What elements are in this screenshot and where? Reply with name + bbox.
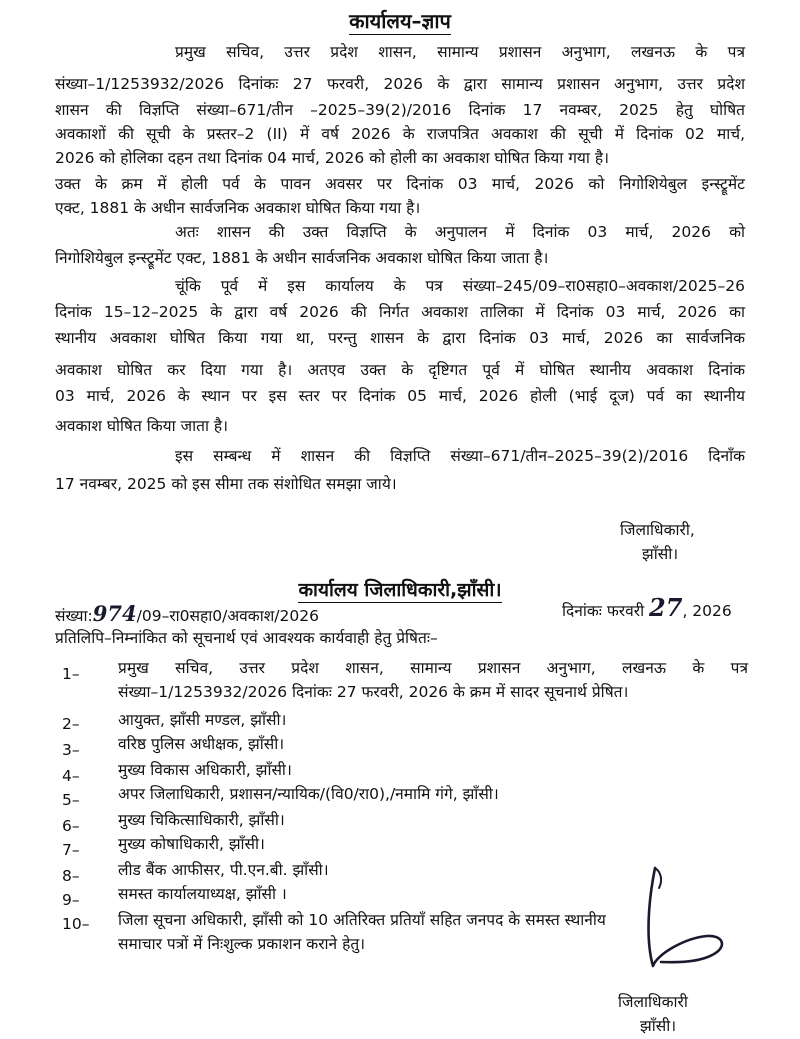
recipient-number: 7– <box>62 841 80 859</box>
memo-line-14: 03 मार्च, 2026 के स्थान पर इस स्तर पर दिनांक 05 मार्च, 2026 होली (भाई दूज) पर्व का स्थानीय <box>55 387 745 405</box>
recipient-6: मुख्य चिकित्साधिकारी, झाँसी। <box>118 811 285 829</box>
memo-line-16: इस सम्बन्ध में शासन की विज्ञप्ति संख्या–671/तीन–2025–39(2)/2016 दिनाँक <box>175 447 745 465</box>
reference-date: दिनांकः फरवरी 27, 2026 <box>562 593 732 622</box>
signature-mark <box>625 858 735 978</box>
endorsement-signatory-title: जिलाधिकारी <box>618 993 688 1011</box>
recipient-3: वरिष्ठ पुलिस अधीक्षक, झाँसी। <box>118 735 285 753</box>
endorsement-signatory-place: झाँसी। <box>640 1017 677 1035</box>
recipient-8: लीड बैंक आफीसर, पी.एन.बी. झाँसी। <box>118 861 329 879</box>
recipient-4: मुख्य विकास अधिकारी, झाँसी। <box>118 761 292 779</box>
memo-line-17: 17 नवम्बर, 2025 को इस सीमा तक संशोधित समझा जाये। <box>55 475 397 493</box>
recipient-1-line-2: संख्या–1/1253932/2026 दिनांकः 27 फरवरी, 2026 के क्रम में सादर सूचनार्थ प्रेषित। <box>118 683 629 701</box>
recipient-1-line-1: प्रमुख सचिव, उत्तर प्रदेश शासन, सामान्य प्रशासन अनुभाग, लखनऊ के पत्र <box>118 659 748 677</box>
recipient-number: 10– <box>62 915 90 933</box>
recipient-9: समस्त कार्यालयाध्यक्ष, झाँसी । <box>118 885 287 903</box>
memo-line-9: निगोशियेबुल इन्स्ट्रूमेंट एक्ट, 1881 के अधीन सार्वजनिक अवकाश घोषित किया जाता है। <box>55 249 549 267</box>
memo-line-11: दिनांक 15–12–2025 के द्वारा वर्ष 2026 की निर्गत अवकाश तालिका में दिनांक 03 मार्च, 2026 का <box>55 303 745 321</box>
memo-line-4: अवकाशों की सूची के प्रस्तर–2 (II) में वर्ष 2026 के राजपत्रित अवकाश की सूची में दिनांक 02 मार्च, <box>55 125 745 143</box>
memo-line-8: अतः शासन की उक्त विज्ञप्ति के अनुपालन में दिनांक 03 मार्च, 2026 को <box>175 223 745 241</box>
recipient-number: 3– <box>62 741 80 759</box>
memo-line-6: उक्त के क्रम में होली पर्व के पावन अवसर पर दिनांक 03 मार्च, 2026 को निगोशियेबुल इन्स्ट्रूमेंट <box>55 175 745 193</box>
recipient-10-line-1: जिला सूचना अधिकारी, झाँसी को 10 अतिरिक्त प्रतियाँ सहित जनपद के समस्त स्थानीय <box>118 911 606 929</box>
memo-line-7: एक्ट, 1881 के अधीन सार्वजनिक अवकाश घोषित किया गया है। <box>55 199 421 217</box>
copy-forwarding-line: प्रतिलिपि–निम्नांकित को सूचनार्थ एवं आवश्यक कार्यवाही हेतु प्रेषितः– <box>55 629 438 647</box>
recipient-number: 6– <box>62 817 80 835</box>
memo-line-10: चूंकि पूर्व में इस कार्यालय के पत्र संख्या–245/09–रा0सहा0–अवकाश/2025–26 <box>175 277 745 295</box>
recipient-5: अपर जिलाधिकारी, प्रशासन/न्यायिक/(वि0/रा0),/नमामि गंगे, झाँसी। <box>118 785 499 803</box>
memo-line-15: अवकाश घोषित किया जाता है। <box>55 417 229 435</box>
recipient-2: आयुक्त, झाँसी मण्डल, झाँसी। <box>118 711 287 729</box>
recipient-10-line-2: समाचार पत्रों में निःशुल्क प्रकाशन कराने हेतु। <box>118 935 366 953</box>
endorsement-heading: कार्यालय जिलाधिकारी,झाँसी। <box>298 579 502 601</box>
recipient-number: 8– <box>62 867 80 885</box>
memo-line-12: स्थानीय अवकाश घोषित किया गया था, परन्तु शासन के द्वारा दिनांक 03 मार्च, 2026 का सार्वजनिक <box>55 329 745 347</box>
memo-signatory-title: जिलाधिकारी, <box>620 521 695 539</box>
handwritten-date: 27 <box>649 593 683 622</box>
reference-number: संख्या:974/09–रा0सहा0/अवकाश/2026 <box>55 601 319 626</box>
memo-heading: कार्यालय–ज्ञाप <box>349 9 451 33</box>
recipient-number: 5– <box>62 791 80 809</box>
memo-line-2: संख्या–1/1253932/2026 दिनांकः 27 फरवरी, 2026 के द्वारा सामान्य प्रशासन अनुभाग, उत्तर प्रदेश <box>55 75 745 93</box>
memo-line-1: प्रमुख सचिव, उत्तर प्रदेश शासन, सामान्य प्रशासन अनुभाग, लखनऊ के पत्र <box>175 43 745 61</box>
recipient-number: 9– <box>62 891 80 909</box>
handwritten-ref-number: 974 <box>92 601 137 626</box>
recipient-number: 2– <box>62 715 80 733</box>
recipient-7: मुख्य कोषाधिकारी, झाँसी। <box>118 835 265 853</box>
memo-line-13: अवकाश घोषित कर दिया गया है। अतएव उक्त के दृष्टिगत पूर्व में घोषित स्थानीय अवकाश दिनांक <box>55 361 745 379</box>
memo-line-5: 2026 को होलिका दहन तथा दिनांक 04 मार्च, 2026 को होली का अवकाश घोषित किया गया है। <box>55 149 609 167</box>
recipient-number: 1– <box>62 665 80 683</box>
memo-signatory-place: झाँसी। <box>642 545 679 563</box>
memo-line-3: शासन की विज्ञप्ति संख्या–671/तीन –2025–39(2)/2016 दिनांक 17 नवम्बर, 2025 हेतु घोषित <box>55 101 745 119</box>
recipient-number: 4– <box>62 767 80 785</box>
